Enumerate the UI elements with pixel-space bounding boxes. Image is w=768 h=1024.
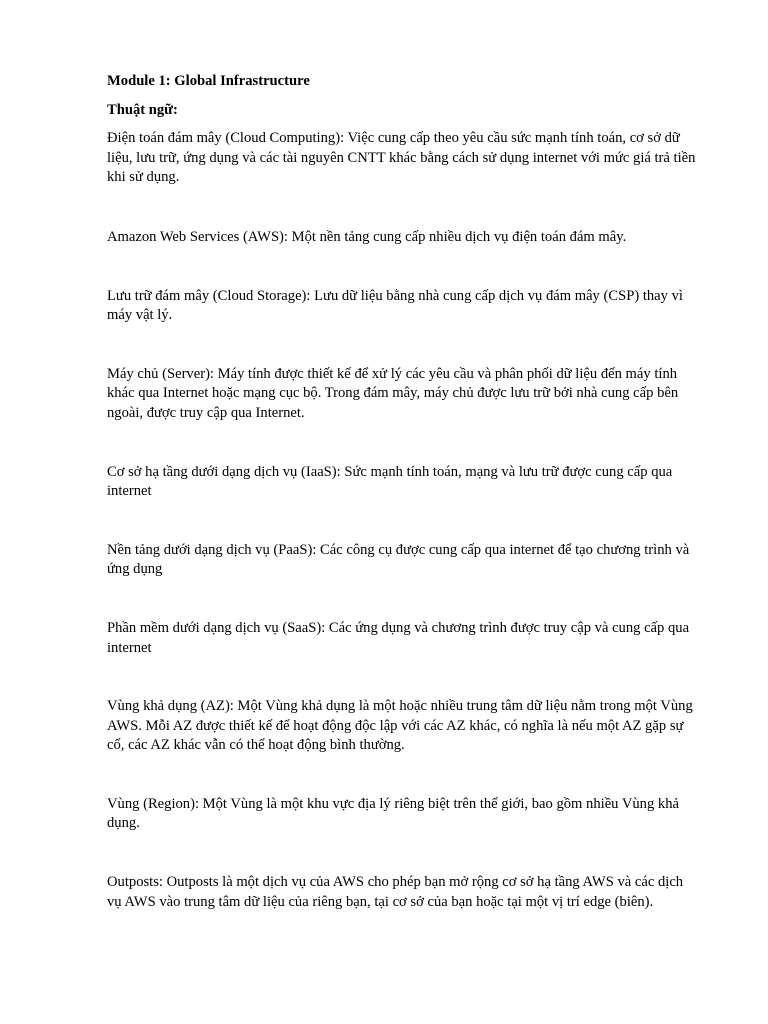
term-cloud-storage: Lưu trữ đám mây (Cloud Storage): Lưu dữ liệu bằng nhà cung cấp dịch vụ đám mây (CSP) thay vì máy vật lý. [107, 287, 683, 324]
term-region: Vùng (Region): Một Vùng là một khu vực địa lý riêng biệt trên thế giới, bao gồm nhiều Vùng khả dụng. [107, 795, 679, 832]
term-saas: Phần mềm dưới dạng dịch vụ (SaaS): Các ứng dụng và chương trình được truy cập và cung cấp qua internet [107, 619, 690, 656]
term-iaas: Cơ sở hạ tầng dưới dạng dịch vụ (IaaS): Sức mạnh tính toán, mạng và lưu trữ được cung cấp qua internet [107, 463, 673, 500]
term-availability-zone: Vùng khả dụng (AZ): Một Vùng khả dụng là một hoặc nhiều trung tâm dữ liệu nằm trong một Vùng AWS. Mỗi AZ được thiết kế để hoạt động độc lập với các AZ khác, có nghĩa là nếu một AZ gặp sự cố, các AZ khác vẫn có thể hoạt động bình thường. [107, 698, 693, 754]
term-cloud-computing: Điện toán đám mây (Cloud Computing): Việc cung cấp theo yêu cầu sức mạnh tính toán, cơ sở dữ liệu, lưu trữ, ứng dụng và các tài nguyên CNTT khác bằng cách sử dụng internet với mức giá trả tiền khi sử dụng. [107, 130, 696, 186]
term-server: Máy chủ (Server): Máy tính được thiết kế để xử lý các yêu cầu và phân phối dữ liệu đến máy tính khác qua Internet hoặc mạng cục bộ. Trong đám mây, máy chủ được lưu trữ bởi nhà cung cấp bên ngoài, được truy cập qua Internet. [107, 365, 679, 421]
document-page [107, 72, 699, 951]
term-aws: Amazon Web Services (AWS): Một nền tảng cung cấp nhiều dịch vụ điện toán đám mây. [107, 228, 627, 245]
term-outposts: Outposts: Outposts là một dịch vụ của AWS cho phép bạn mở rộng cơ sở hạ tầng AWS và các dịch vụ AWS vào trung tâm dữ liệu của riêng bạn, tại cơ sở của bạn hoặc tại một vị trí edge (biên). [107, 874, 684, 910]
term-paas: Nền tảng dưới dạng dịch vụ (PaaS): Các công cụ được cung cấp qua internet để tạo chương trình và ứng dụng [107, 541, 690, 578]
document-title: Module 1: Global Infrastructure [107, 73, 310, 89]
section-heading: Thuật ngữ: [107, 101, 178, 118]
